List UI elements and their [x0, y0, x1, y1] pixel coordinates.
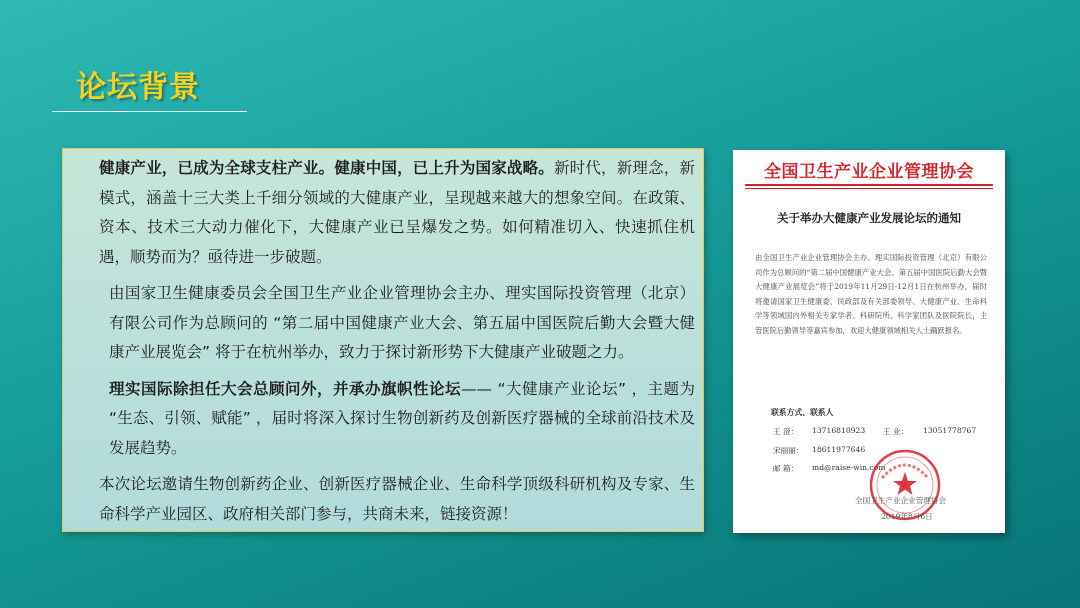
notice-document-image: [733, 150, 1005, 533]
email-value: md@raise-win.com: [812, 463, 886, 472]
notice-signature: 全国卫生产业企业管理协会: [855, 496, 947, 505]
page-title: 论坛背景: [76, 70, 200, 105]
notice-org-header: 全国卫生产业企业管理协会: [764, 162, 974, 182]
intro-paragraph-1-bold: 健康产业，已成为全球支柱产业。健康中国，已上升为国家战略。: [99, 159, 554, 177]
notice-body: 由全国卫生产业企业管理协会主办、理实国际投资管理（北京）有限公司作为总顾问的“第二届中国健康产业大会、第五届中国医院后勤大会暨大健康产业展览会”将于2019年11月29日-12月1日在杭州举办，届时将邀请国家卫生健康委、民政部及有关部委领导、大健康产业、生命科学等领域国内外相关专家学者、科研院所、科学家团队及医院院长，主管医院后勤领导等嘉宾参加，欢迎大健康领域相关人士踊跃报名。: [755, 253, 987, 335]
contact-3-phone: 18611977646: [812, 445, 866, 454]
contact-1-name: 王 澄：: [773, 427, 799, 436]
intro-paragraph-2: 由国家卫生健康委员会全国卫生产业企业管理协会主办、理实国际投资管理（北京）有限公司作为总顾问的 “第二届中国健康产业大会、第五届中国医院后勤大会暨大健康产业展览会” 将于在杭州举办，致力于探讨新形势下大健康产业破题之力。: [109, 284, 695, 361]
notice-header-rule-thick: [745, 184, 993, 186]
intro-paragraph-3: [71, 375, 695, 464]
intro-paragraph-3-text: —— “大健康产业论坛” ，主题为 “生态、引领、赋能” ，届时将深入探讨生物创新药及创新医疗器械的全球前沿技术及发展趋势。: [109, 379, 695, 457]
intro-paragraph-1: [71, 154, 695, 272]
intro-text-box: [62, 148, 704, 532]
contact-3-name: 宋丽丽：: [773, 446, 804, 455]
email-label: 邮 箱：: [773, 464, 799, 473]
intro-paragraph-1-text: 新时代，新理念，新模式，涵盖十三大类上千细分领域的大健康产业，呈现越来越大的想象空间。在政策、资本、技术三大动力催化下，大健康产业已呈爆发之势。如何精准切入、快速抓住机遇，顺势而为？亟待进一步破题。: [99, 159, 695, 266]
contact-2-phone: 13051778767: [923, 426, 977, 435]
title-underline: [52, 111, 247, 112]
notice-title: 关于举办大健康产业发展论坛的通知: [777, 211, 961, 225]
notice-header-rule-thin: [745, 188, 993, 189]
notice-contact-title: 联系方式、联系人: [771, 408, 834, 417]
contact-2-name: 王 业：: [883, 427, 909, 436]
notice-date: 2019年8月6日: [881, 512, 933, 521]
intro-paragraph-3-bold: 理实国际除担任大会总顾问外，并承办旗帜性论坛: [109, 379, 462, 398]
intro-paragraph-4: 本次论坛邀请生物创新药企业、创新医疗器械企业、生命科学顶级科研机构及专家、生命科学产业园区、政府相关部门参与，共商未来，链接资源！: [99, 475, 695, 523]
contact-1-phone: 13716810923: [812, 426, 866, 435]
